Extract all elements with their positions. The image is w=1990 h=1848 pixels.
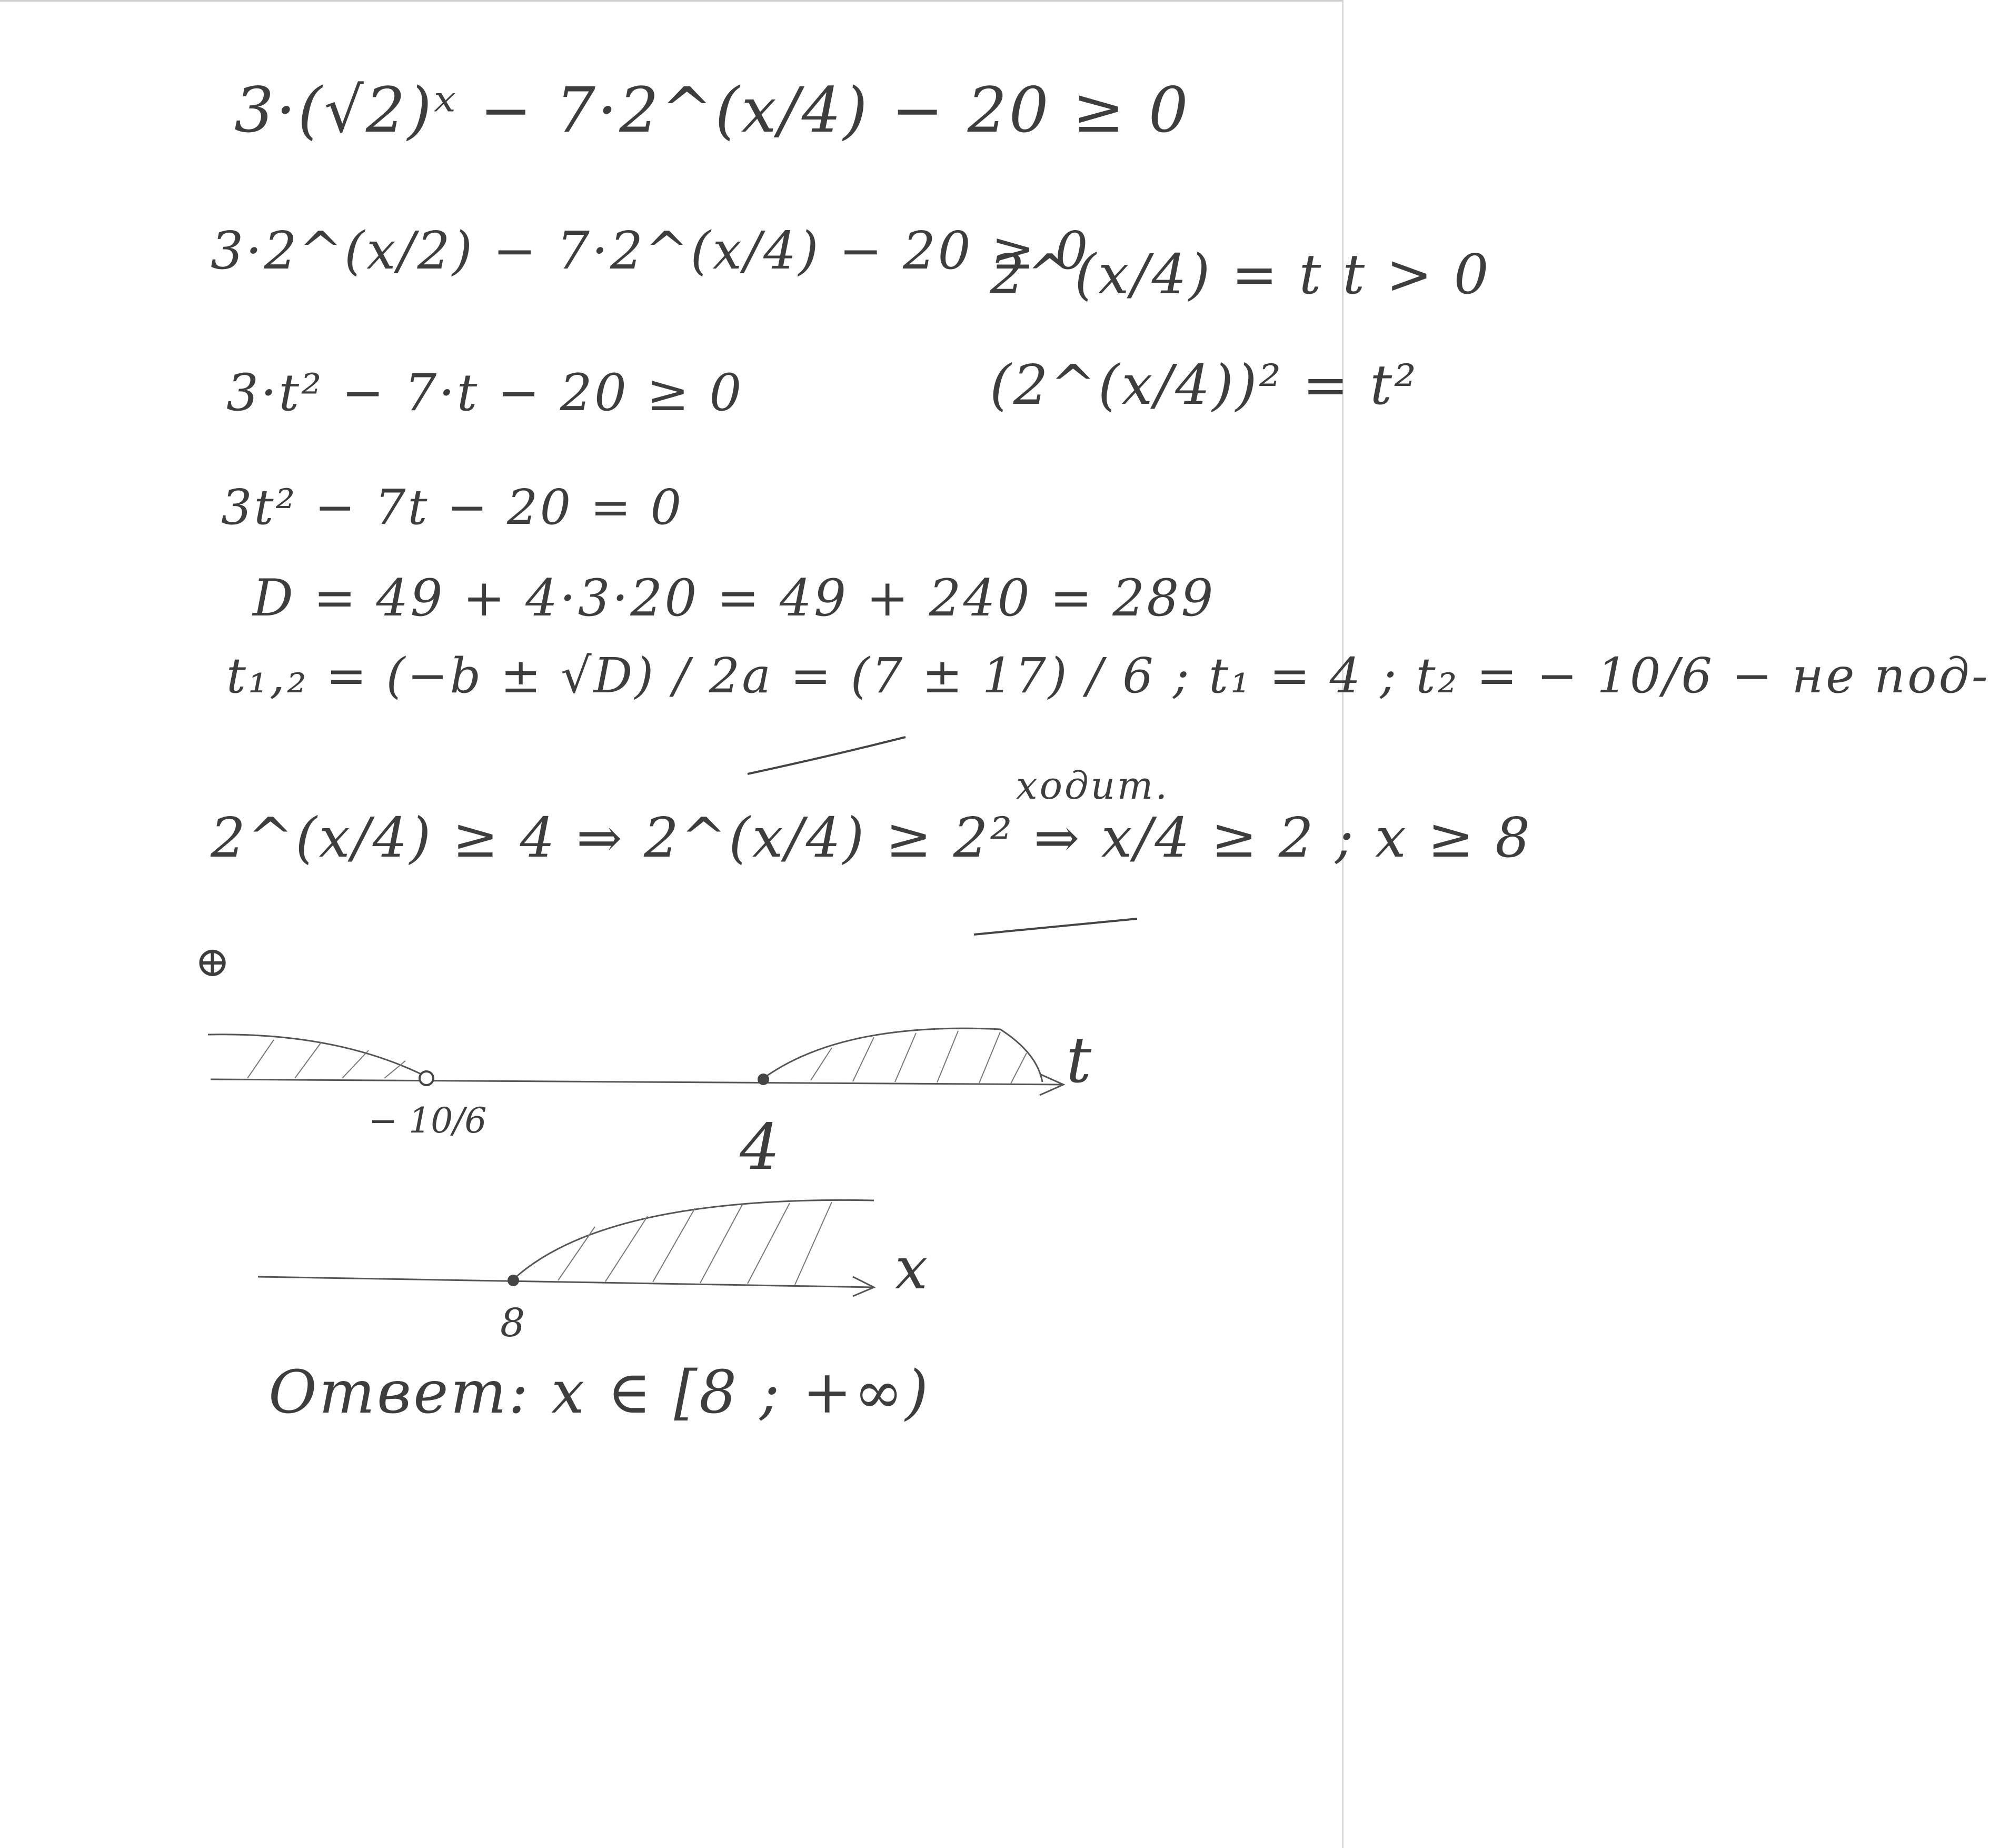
underline-t1	[748, 737, 906, 774]
t-left-hatching	[247, 1040, 405, 1078]
substitution-square: (2^(x/4))² = t²	[990, 353, 1418, 417]
t-axis-group	[208, 1028, 1063, 1095]
t-right-region-arc	[763, 1028, 1042, 1082]
t-label-neg-10-6: − 10/6	[369, 1100, 487, 1141]
t-label-4: 4	[740, 1111, 780, 1184]
original-inequality: 3·(√2)ˣ − 7·2^(x/4) − 20 ≥ 0	[234, 74, 1190, 146]
roots-line-continuation: ходит.	[1016, 763, 1170, 808]
back-substitution-line: 2^(x/4) ≥ 4 ⇒ 2^(x/4) ≥ 2² ⇒ x/4 ≥ 2 ; x ≥ 8	[211, 806, 1533, 870]
t-axis-line	[211, 1079, 1063, 1085]
x-label-8: 8	[500, 1300, 525, 1346]
t-right-hatching	[811, 1031, 1027, 1084]
x-point-8-filled	[508, 1275, 519, 1286]
t-point-4-filled	[758, 1074, 769, 1085]
margin-mark: ⊕	[195, 937, 233, 986]
quadratic-equation: 3t² − 7t − 20 = 0	[221, 479, 684, 535]
rewritten-inequality: 3·2^(x/2) − 7·2^(x/4) − 20 ≥ 0	[211, 221, 1090, 281]
quadratic-inequality: 3·t² − 7·t − 20 ≥ 0	[226, 363, 744, 422]
t-point-neg-10-6-open	[420, 1071, 433, 1085]
final-answer: Ответ: x ∈ [8 ; +∞)	[268, 1358, 931, 1427]
x-axis-line	[258, 1277, 874, 1287]
underline-x-ge-8	[974, 919, 1137, 935]
x-axis-variable-label: x	[895, 1235, 928, 1302]
roots-line: t₁,₂ = (−b ± √D) / 2a = (7 ± 17) / 6 ; t₁ = 4 ; t₂ = − 10/6 − не под-	[226, 648, 1990, 704]
discriminant-line: D = 49 + 4·3·20 = 49 + 240 = 289	[253, 569, 1216, 628]
substitution-definition: 2^(x/4) = t t > 0	[990, 242, 1491, 306]
x-axis-group	[258, 1200, 874, 1296]
x-hatching	[558, 1202, 832, 1285]
t-axis-variable-label: t	[1066, 1024, 1092, 1097]
